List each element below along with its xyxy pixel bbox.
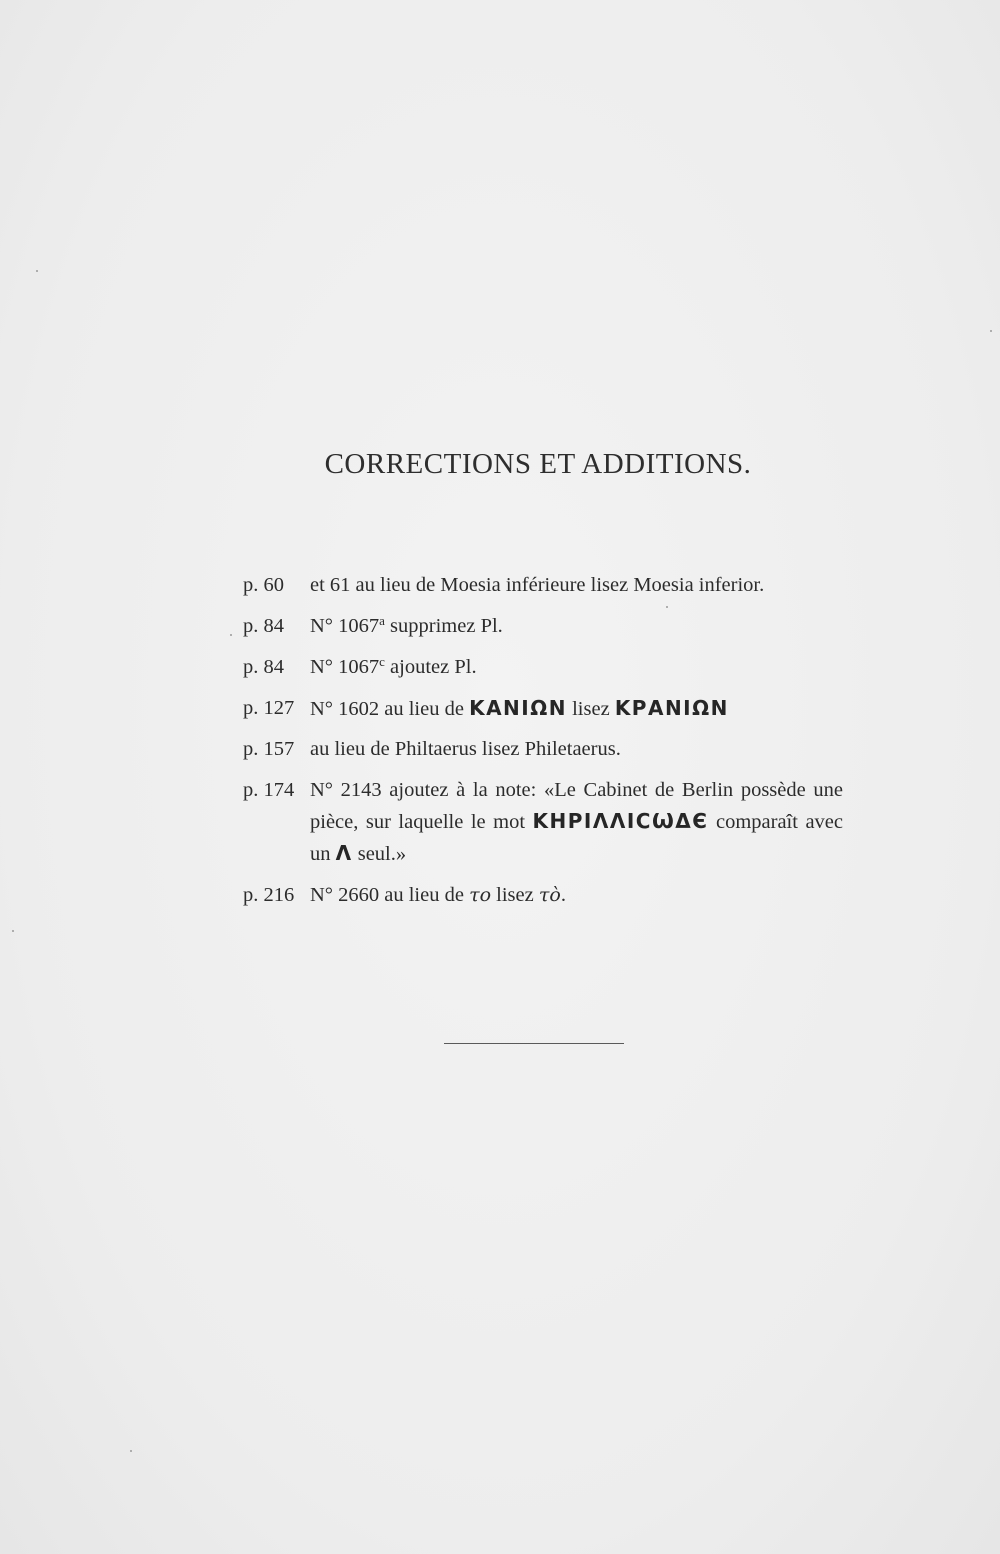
correction-text: N° 1067$^c$ ajoutez Pl. <box>310 654 477 678</box>
paper-speck <box>666 606 668 608</box>
corrections-list <box>243 570 843 921</box>
greek-inscription: ΚΗΡΙΛΛΙϹѠΔЄ <box>532 809 709 833</box>
correction-text: N° 1067$^a$ supprimez Pl. <box>310 613 503 637</box>
page-title: CORRECTIONS ET ADDITIONS. <box>324 448 752 480</box>
correction-text: et 61 au lieu de Moesia inférieure lisez Moesia inferior. <box>310 574 765 596</box>
correction-text: N° 2660 au lieu de το lisez τὸ. <box>310 884 566 906</box>
greek-inscription: ΚΑΝΙΩΝ <box>469 696 567 720</box>
correction-entry <box>243 693 843 724</box>
correction-entry <box>243 570 843 601</box>
correction-entry <box>243 880 843 911</box>
paper-speck <box>230 634 232 636</box>
greek-letter: Λ <box>335 841 353 865</box>
horizontal-rule <box>444 1043 624 1044</box>
correction-text: au lieu de Philtaerus lisez Philetaerus. <box>310 738 621 760</box>
correction-entry <box>243 734 843 765</box>
correction-text: N° 2143 ajoutez à la note: «Le Cabinet de Berlin possède une pièce, sur laquelle le mot ΚΗΡΙΛΛΙϹѠΔЄ comparaît avec un Λ seul.» <box>310 779 843 865</box>
greek-word: τὸ <box>538 884 561 906</box>
page-reference: p. 174 <box>243 779 295 801</box>
greek-inscription: ΚΡΑΝΙΩΝ <box>614 696 729 720</box>
page-reference: p. 60 <box>243 574 284 596</box>
page-reference: p. 127 <box>243 697 295 719</box>
correction-entry <box>243 611 843 642</box>
paper-speck <box>36 270 38 272</box>
correction-entry <box>243 652 843 683</box>
paper-speck <box>12 930 14 932</box>
page-reference: p. 84 <box>243 656 284 678</box>
correction-entry <box>243 775 843 870</box>
paper-speck <box>130 1450 132 1452</box>
correction-text: N° 1602 au lieu de ΚΑΝΙΩΝ lisez ΚΡΑΝΙΩΝ <box>310 696 729 720</box>
paper-speck <box>990 330 992 332</box>
greek-word: το <box>469 884 492 906</box>
page-reference: p. 84 <box>243 615 284 637</box>
page-reference: p. 157 <box>243 738 295 760</box>
page-reference: p. 216 <box>243 884 295 906</box>
